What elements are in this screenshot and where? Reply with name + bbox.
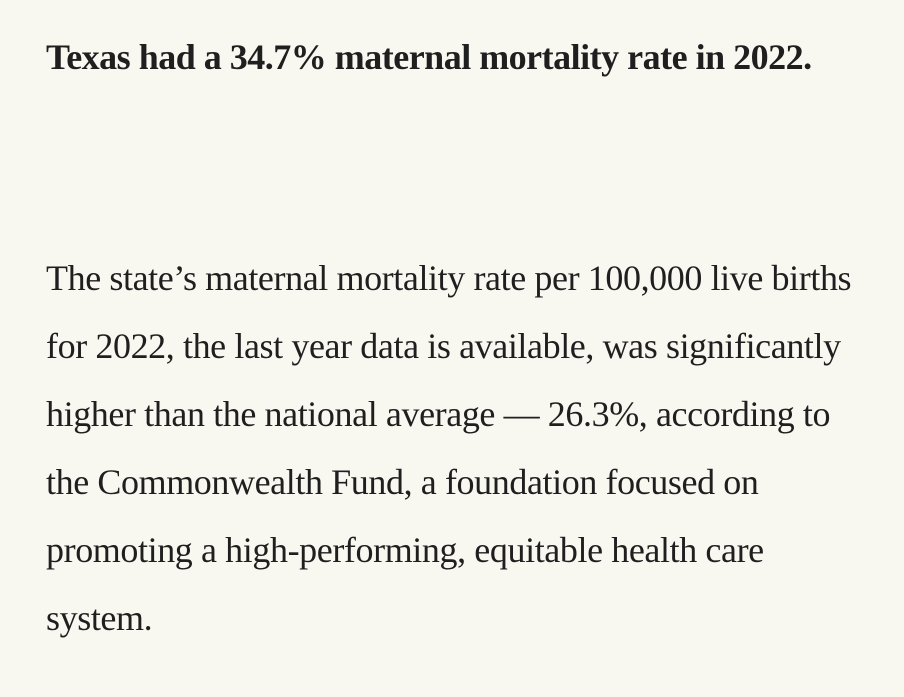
article-body: The state’s maternal mortality rate per 100,000 live births for 2022, the last year data is available, was significantly higher than the national average — 26.3%, according to the Commonwealth Fund, a foundation focused on promoting a high-performing, equitable health care system. — [46, 258, 852, 638]
article-headline: Texas had a 34.7% maternal mortality rate in 2022. — [46, 37, 812, 77]
